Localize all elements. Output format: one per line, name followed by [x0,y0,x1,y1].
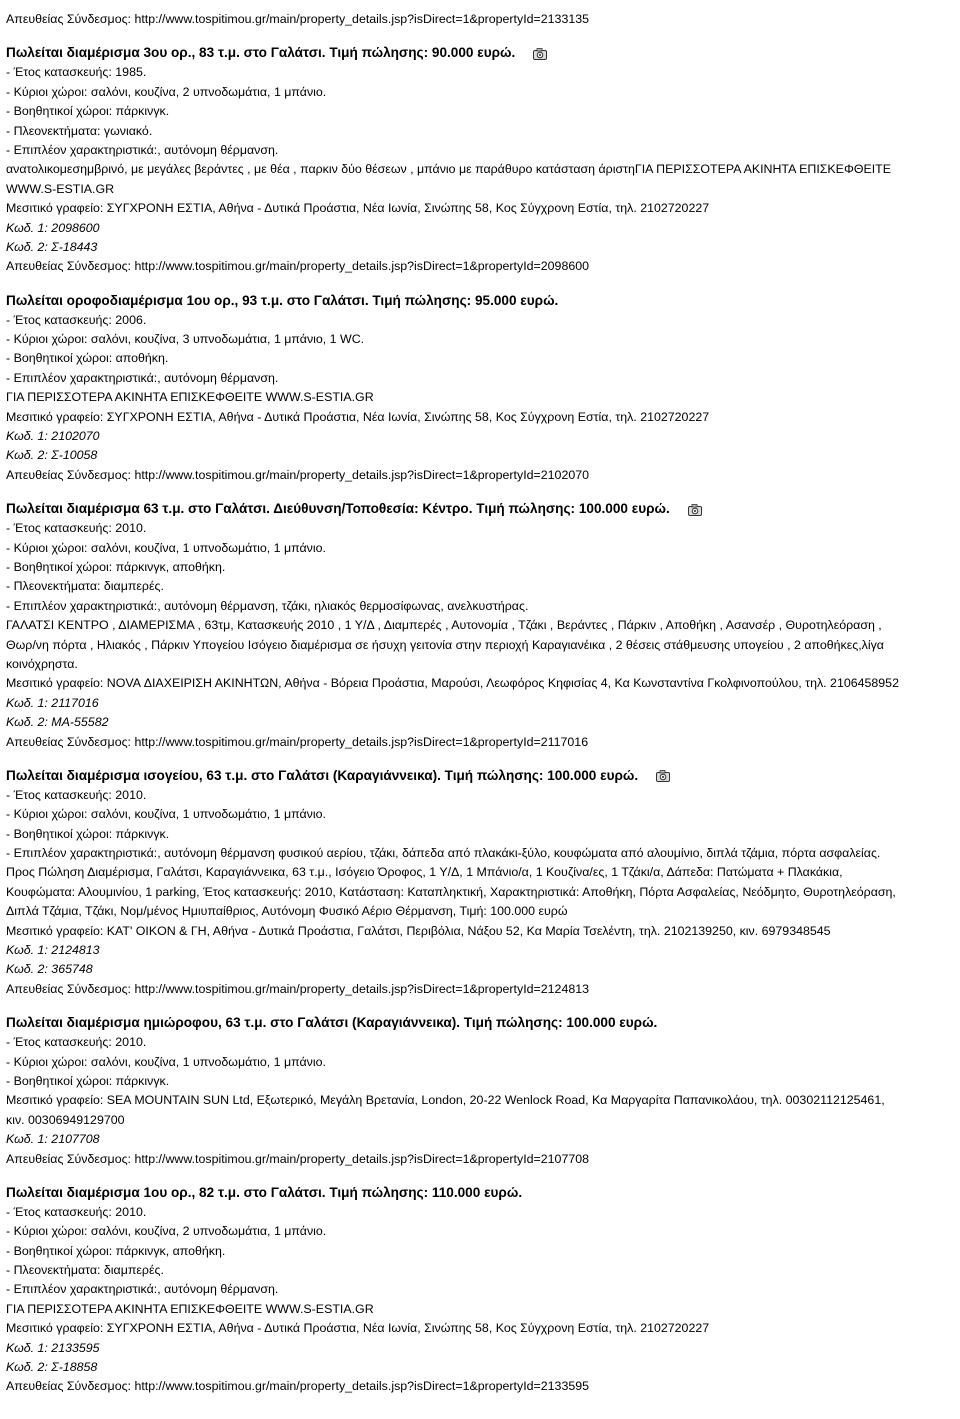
listing-detail-line: Κουφώματα: Αλουμινίου, 1 parking, Έτος κατασκευής: 2010, Κατάσταση: Καταπληκτική, Χαρακτηριστικά: Αποθήκη, Πόρτα Ασφαλείας, Νεόδμητο, Θυροτηλεόραση, [6,884,896,899]
listing-detail-line: - Βοηθητικοί χώροι: αποθήκη. [6,351,169,366]
listing-detail-line: ΓΙΑ ΠΕΡΙΣΣΟΤΕΡΑ ΑΚΙΝΗΤΑ ΕΠΙΣΚΕΦΘΕΙΤΕ WWW.S-ESTIA.GR [6,390,374,405]
listings-container [4,29,956,1396]
listing-code-1: Κωδ. 1: 2124813 [6,943,100,958]
listing-direct-link[interactable]: Απευθείας Σύνδεσμος: http://www.tospitimou.gr/main/property_details.jsp?isDirect=1&propertyId=2102070 [6,467,590,482]
listing-spacer [4,999,956,1006]
listing-detail-line: Προς Πώληση Διαμέρισμα, Γαλάτσι, Καραγιάννεικα, 63 τ.μ., Ισόγειο Όροφος, 1 Υ/Δ, 1 Μπάνιο/α, 1 Κουζίνα/ες, 1 Τζάκι/α, Δάπεδα: Πατώματα + Πλακάκια, [6,865,843,880]
listing-code-2: Κωδ. 2: Σ-10058 [6,448,98,463]
camera-icon[interactable] [533,48,547,60]
listing [4,277,956,486]
listing-detail-line: - Έτος κατασκευής: 1985. [6,65,147,80]
listing-title [4,1006,956,1033]
listing-detail-line: - Κύριοι χώροι: σαλόνι, κουζίνα, 3 υπνοδωμάτια, 1 μπάνιο, 1 WC. [6,332,365,347]
listing-detail-line: - Επιπλέον χαρακτηριστικά:, αυτόνομη θέρμανση, τζάκι, ηλιακός θερμοσίφωνας, ανελκυστήρας. [6,598,529,613]
listing-title [4,1176,956,1203]
listing-title [4,284,956,311]
listing-direct-link[interactable]: Απευθείας Σύνδεσμος: http://www.tospitimou.gr/main/property_details.jsp?isDirect=1&propertyId=2124813 [6,981,590,996]
listing-code-2: Κωδ. 2: Σ-18443 [6,239,98,254]
listing-title [4,492,956,519]
listing-detail-line: - Πλεονεκτήματα: διαμπερές. [6,579,164,594]
listing-detail-line: - Βοηθητικοί χώροι: πάρκινγκ, αποθήκη. [6,1243,226,1258]
listing-code-2: Κωδ. 2: Σ-18858 [6,1360,98,1375]
listing-spacer [4,1169,956,1176]
top-direct-link[interactable]: Απευθείας Σύνδεσμος: http://www.tospitimou.gr/main/property_details.jsp?isDirect=1&propertyId=2133135 [6,12,590,26]
listing-detail-line: Θωρ/νη πόρτα , Ηλιακός , Πάρκιν Υπογείου Ισόγειο διαμέρισμα σε ήσυχη γειτονία στην περιοχή Καραγιανέικα , 2 θέσεις στάθμευσης υπογείου , 2 αποθήκες,λίγα [6,637,884,652]
listing [4,999,956,1169]
listing-detail-line: - Επιπλέον χαρακτηριστικά:, αυτόνομη θέρμανση. [6,1282,279,1297]
listing-title [4,759,956,786]
listing-detail-line: - Βοηθητικοί χώροι: πάρκινγκ. [6,826,170,841]
listing-code-2: Κωδ. 2: ΜΑ-55582 [6,715,109,730]
listing-detail-line: Μεσιτικό γραφείο: ΣΥΓΧΡΟΝΗ ΕΣΤΙΑ, Αθήνα - Δυτικά Προάστια, Νέα Ιωνία, Σινώπης 58, Κος Σύγχρονη Εστία, τηλ. 2102720227 [6,201,710,216]
listing-detail-line: - Βοηθητικοί χώροι: πάρκινγκ. [6,104,170,119]
listing-detail-line: - Κύριοι χώροι: σαλόνι, κουζίνα, 1 υπνοδωμάτιο, 1 μπάνιο. [6,1054,326,1069]
listing-title-text: Πωλείται διαμέρισμα 3ου ορ., 83 τ.μ. στο Γαλάτσι. Τιμή πώλησης: 90.000 ευρώ. [6,45,516,61]
listing-title-text: Πωλείται διαμέρισμα 63 τ.μ. στο Γαλάτσι. Διεύθυνση/Τοποθεσία: Κέντρο. Τιμή πώλησης: 100.000 ευρώ. [6,501,670,517]
listings-page [4,10,956,1397]
listing-detail-line: Μεσιτικό γραφείο: NOVA ΔΙΑΧΕΙΡΙΣΗ ΑΚΙΝΗΤΩΝ, Αθήνα - Βόρεια Προάστια, Μαρούσι, Λεωφόρος Κηφισίας 4, Κα Κωνσταντίνα Γκολφινοπούλου, τηλ. 2106458952 [6,676,899,691]
listing-spacer [4,277,956,284]
listing-detail-line: κοινόχρηστα. [6,656,78,671]
listing-detail-line: - Βοηθητικοί χώροι: πάρκινγκ, αποθήκη. [6,559,226,574]
listing-code-1: Κωδ. 1: 2117016 [6,695,99,710]
listing-detail-line: Διπλά Τζάμια, Τζάκι, Νομ/μένος Ημιυπαίθριος, Αυτόνομη Φυσικό Αέριο Θέρμανση, Τιμή: 100.000 ευρώ [6,904,568,919]
listing-detail-line: Μεσιτικό γραφείο: ΣΥΓΧΡΟΝΗ ΕΣΤΙΑ, Αθήνα - Δυτικά Προάστια, Νέα Ιωνία, Σινώπης 58, Κος Σύγχρονη Εστία, τηλ. 2102720227 [6,409,710,424]
listing-direct-link[interactable]: Απευθείας Σύνδεσμος: http://www.tospitimou.gr/main/property_details.jsp?isDirect=1&propertyId=2117016 [6,734,589,749]
listing-title [4,36,956,63]
listing-detail-line: ΓΙΑ ΠΕΡΙΣΣΟΤΕΡΑ ΑΚΙΝΗΤΑ ΕΠΙΣΚΕΦΘΕΙΤΕ WWW.S-ESTIA.GR [6,1301,374,1316]
listing-spacer [4,29,956,36]
listing-spacer [4,485,956,492]
listing-detail-line: - Επιπλέον χαρακτηριστικά:, αυτόνομη θέρμανση. [6,142,279,157]
listing-direct-link[interactable]: Απευθείας Σύνδεσμος: http://www.tospitimou.gr/main/property_details.jsp?isDirect=1&propertyId=2098600 [6,259,590,274]
listing-code-2: Κωδ. 2: 365748 [6,962,93,977]
listing-direct-link[interactable]: Απευθείας Σύνδεσμος: http://www.tospitimou.gr/main/property_details.jsp?isDirect=1&propertyId=2107708 [6,1151,590,1166]
listing-code-1: Κωδ. 1: 2133595 [6,1340,100,1355]
listing-detail-line: κιν. 00306949129700 [6,1112,125,1127]
listing-detail-line: ΓΑΛΑΤΣΙ ΚΕΝΤΡΟ , ΔΙΑΜΕΡΙΣΜΑ , 63τμ, Κατασκευής 2010 , 1 Υ/Δ , Διαμπερές , Αυτονομία , Τζάκι , Βεράντες , Πάρκιν , Αποθήκη , Ασανσέρ , Θυροτηλεόραση , [6,618,882,633]
listing-code-1: Κωδ. 1: 2102070 [6,429,100,444]
listing-title-text: Πωλείται διαμέρισμα ισογείου, 63 τ.μ. στο Γαλάτσι (Καραγιάννεικα). Τιμή πώλησης: 100.000 ευρώ. [6,767,639,783]
listing-detail-line: - Έτος κατασκευής: 2010. [6,1204,147,1219]
listing-detail-line: - Πλεονεκτήματα: γωνιακό. [6,123,153,138]
listing-detail-line: WWW.S-ESTIA.GR [6,181,115,196]
listing-detail-line: - Επιπλέον χαρακτηριστικά:, αυτόνομη θέρμανση. [6,370,279,385]
listing-detail-line: - Πλεονεκτήματα: διαμπερές. [6,1263,164,1278]
listing-detail-line: - Έτος κατασκευής: 2010. [6,1035,147,1050]
listing-detail-line: - Κύριοι χώροι: σαλόνι, κουζίνα, 2 υπνοδωμάτια, 1 μπάνιο. [6,1224,327,1239]
listing-detail-line: - Επιπλέον χαρακτηριστικά:, αυτόνομη θέρμανση φυσικού αερίου, τζάκι, δάπεδα από πλακάκι-ξύλο, κουφώματα από αλουμίνιο, διπλά τζάμια, πόρτα ασφαλείας. [6,846,881,861]
listing-detail-line: - Έτος κατασκευής: 2010. [6,521,147,536]
listing-detail-line: ανατολικομεσημβρινό, με μεγάλες βεράντες , με θέα , παρκιν δύο θέσεων , μπάνιο με παράθυρο κατάσταση άριστηΓΙΑ ΠΕΡΙΣΣΟΤΕΡΑ ΑΚΙΝΗΤΑ ΕΠΙΣΚΕΦΘΕΙΤΕ [6,162,892,177]
listing-detail-line: Μεσιτικό γραφείο: ΣΥΓΧΡΟΝΗ ΕΣΤΙΑ, Αθήνα - Δυτικά Προάστια, Νέα Ιωνία, Σινώπης 58, Κος Σύγχρονη Εστία, τηλ. 2102720227 [6,1321,710,1336]
camera-icon[interactable] [656,770,670,782]
listing [4,29,956,276]
camera-icon[interactable] [688,504,702,516]
listing-detail-line: - Βοηθητικοί χώροι: πάρκινγκ. [6,1073,170,1088]
listing-direct-link[interactable]: Απευθείας Σύνδεσμος: http://www.tospitimou.gr/main/property_details.jsp?isDirect=1&propertyId=2133595 [6,1379,590,1394]
listing-detail-line: - Έτος κατασκευής: 2010. [6,787,147,802]
listing-title-text: Πωλείται οροφοδιαμέρισμα 1ου ορ., 93 τ.μ. στο Γαλάτσι. Τιμή πώλησης: 95.000 ευρώ. [6,292,559,308]
listing-detail-line: - Έτος κατασκευής: 2006. [6,312,147,327]
listing-detail-line: - Κύριοι χώροι: σαλόνι, κουζίνα, 1 υπνοδωμάτιο, 1 μπάνιο. [6,807,326,822]
listing-code-1: Κωδ. 1: 2098600 [6,220,100,235]
listing [4,752,956,999]
listing-detail-line: - Κύριοι χώροι: σαλόνι, κουζίνα, 1 υπνοδωμάτιο, 1 μπάνιο. [6,540,326,555]
listing-detail-line: - Κύριοι χώροι: σαλόνι, κουζίνα, 2 υπνοδωμάτια, 1 μπάνιο. [6,84,327,99]
listing-code-1: Κωδ. 1: 2107708 [6,1132,100,1147]
listing [4,485,956,752]
listing [4,1169,956,1397]
listing-detail-line: Μεσιτικό γραφείο: SEA MOUNTAIN SUN Ltd, Εξωτερικό, Μεγάλη Βρετανία, London, 20-22 Wenlock Road, Κα Μαργαρίτα Παπανικολάου, τηλ. 00302112125461, [6,1093,885,1108]
listing-spacer [4,752,956,759]
listing-title-text: Πωλείται διαμέρισμα 1ου ορ., 82 τ.μ. στο Γαλάτσι. Τιμή πώλησης: 110.000 ευρώ. [6,1184,523,1200]
listing-title-text: Πωλείται διαμέρισμα ημιώροφου, 63 τ.μ. στο Γαλάτσι (Καραγιάννεικα). Τιμή πώλησης: 100.000 ευρώ. [6,1015,658,1031]
listing-detail-line: Μεσιτικό γραφείο: KAT' OIKON & ΓΗ, Αθήνα - Δυτικά Προάστια, Γαλάτσι, Περιβόλια, Νάξου 52, Κα Μαρία Τσελέντη, τηλ. 2102139250, κιν. 6979348545 [6,923,831,938]
